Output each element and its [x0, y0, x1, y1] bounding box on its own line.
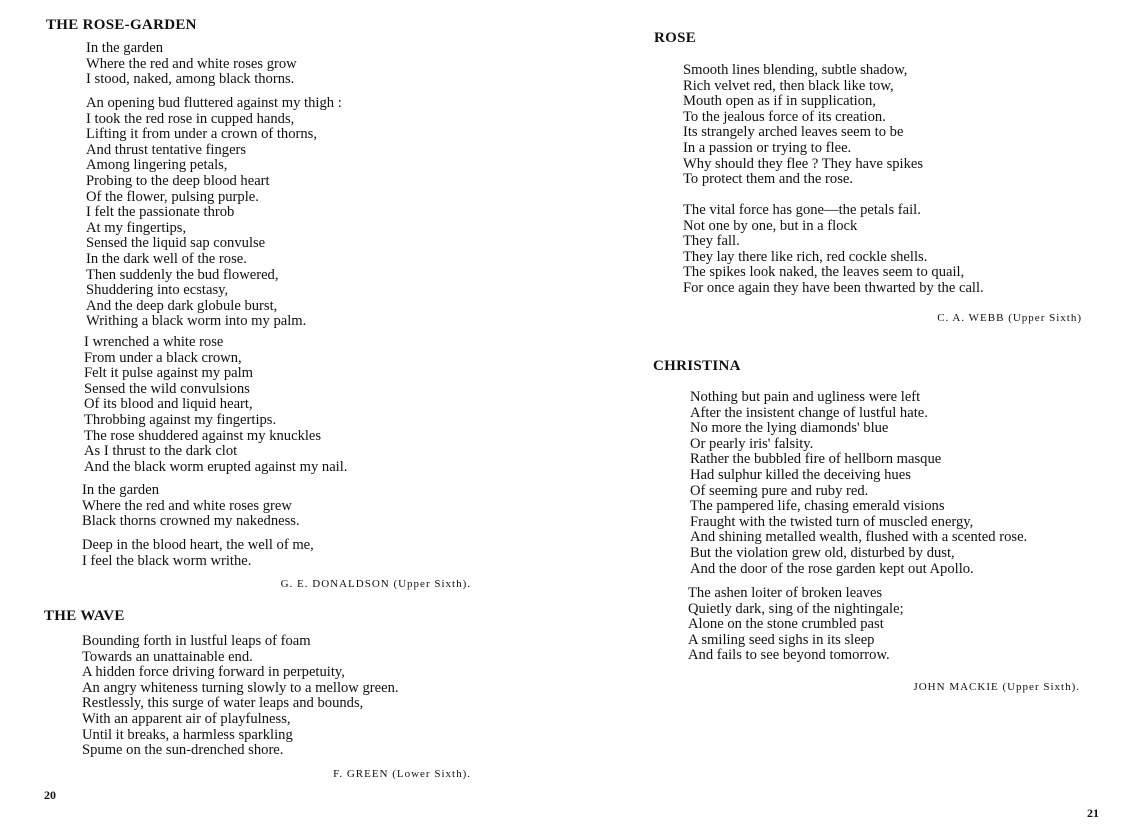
poem-line: A smiling seed sighs in its sleep	[688, 631, 875, 648]
page-number: 21	[1087, 806, 1099, 820]
author-credit: F. GREEN (Lower Sixth).	[333, 768, 471, 780]
poem-line: Throbbing against my fingertips.	[84, 411, 277, 428]
poem-line: Spume on the sun-drenched shore.	[82, 742, 284, 759]
poem-line: Until it breaks, a harmless sparkling	[82, 726, 293, 743]
poem-line: The vital force has gone—the petals fail.	[683, 202, 921, 218]
poem-line: And fails to see beyond tomorrow.	[688, 647, 890, 664]
stanza	[688, 586, 904, 664]
poem-line: Probing to the deep blood heart	[86, 172, 270, 189]
stanza	[82, 483, 300, 530]
poem-line: In the garden	[82, 482, 159, 498]
poem-line: From under a black crown,	[84, 349, 242, 366]
poem-line: No more the lying diamonds' blue	[690, 420, 889, 437]
poem-line: The rose shuddered against my knuckles	[84, 427, 322, 444]
poem-line: To the jealous force of its creation.	[683, 108, 886, 125]
poem-line: Where the red and white roses grew	[82, 497, 292, 514]
stanza	[82, 634, 399, 759]
poem-title-christina: CHRISTINA	[653, 358, 741, 374]
poem-line: And the black worm erupted against my nail.	[84, 458, 348, 475]
poem-line: They lay there like rich, red cockle shells.	[683, 248, 928, 265]
poem-line: Deep in the blood heart, the well of me,	[82, 537, 314, 553]
poem-line: Its strangely arched leaves seem to be	[683, 124, 904, 141]
poem-line: Why should they flee ? They have spikes	[683, 155, 924, 172]
poem-line: Of its blood and liquid heart,	[84, 396, 253, 413]
poem-line: And the door of the rose garden kept out Apollo.	[690, 560, 974, 577]
author-credit: JOHN MACKIE (Upper Sixth).	[913, 681, 1080, 693]
poem-line: In the garden	[86, 40, 163, 56]
poem-line: But the violation grew old, disturbed by dust,	[690, 544, 955, 561]
poem-line: Shuddering into ecstasy,	[86, 282, 229, 299]
stanza	[690, 390, 1027, 577]
poem-line: Of the flower, pulsing purple.	[86, 188, 259, 205]
poem-line: Alone on the stone crumbled past	[688, 616, 884, 633]
poem-line: Where the red and white roses grow	[86, 55, 297, 72]
poem-line: At my fingertips,	[86, 219, 187, 236]
poem-line: Then suddenly the bud flowered,	[86, 266, 279, 283]
poem-line: A hidden force driving forward in perpetuity,	[82, 664, 345, 681]
stanza	[84, 335, 347, 475]
poem-line: Black thorns crowned my nakedness.	[82, 513, 300, 530]
poem-line: I took the red rose in cupped hands,	[86, 110, 295, 127]
poem-line: An angry whiteness turning slowly to a mellow green.	[82, 679, 399, 696]
poem-line: Not one by one, but in a flock	[683, 217, 858, 234]
poem-line: And shining metalled wealth, flushed with a scented rose.	[690, 529, 1028, 546]
stanza	[82, 538, 314, 569]
poem-line: Lifting it from under a crown of thorns,	[86, 126, 318, 143]
author-credit: G. E. DONALDSON (Upper Sixth).	[280, 578, 471, 590]
poem-line: Smooth lines blending, subtle shadow,	[683, 62, 908, 78]
poem-line: Towards an unattainable end.	[82, 648, 253, 665]
poem-line: The pampered life, chasing emerald visions	[690, 498, 945, 515]
poem-line: In the dark well of the rose.	[86, 250, 247, 267]
poem-title-rose-garden: THE ROSE-GARDEN	[46, 17, 197, 33]
stanza	[683, 203, 984, 297]
poem-line: Had sulphur killed the deceiving hues	[690, 466, 911, 483]
stanza	[86, 96, 342, 330]
poem-line: And thrust tentative fingers	[86, 141, 247, 158]
poem-line: Fraught with the twisted turn of muscled energy,	[690, 513, 974, 530]
poem-line: Of seeming pure and ruby red.	[690, 482, 869, 499]
poem-line: An opening bud fluttered against my thigh :	[86, 95, 342, 111]
poem-line: Rather the bubbled fire of hellborn masque	[690, 451, 942, 468]
poem-line: Felt it pulse against my palm	[84, 365, 254, 382]
poem-line: Restlessly, this surge of water leaps and bounds,	[82, 695, 364, 712]
poem-line: Nothing but pain and ugliness were left	[690, 389, 921, 405]
poem-line: I feel the black worm writhe.	[82, 552, 252, 569]
poem-line: And the deep dark globule burst,	[86, 297, 278, 314]
poem-line: The ashen loiter of broken leaves	[688, 585, 883, 601]
poem-title-rose: ROSE	[654, 30, 697, 46]
poem-line: To protect them and the rose.	[683, 171, 853, 188]
poem-line: In a passion or trying to flee.	[683, 139, 852, 156]
right-page	[565, 0, 1130, 840]
author-credit: C. A. WEBB (Upper Sixth)	[937, 312, 1082, 324]
poem-title-the-wave: THE WAVE	[44, 608, 125, 624]
poem-line: For once again they have been thwarted by the call.	[683, 279, 984, 296]
poem-line: Or pearly iris' falsity.	[690, 435, 814, 452]
page-number: 20	[44, 788, 56, 802]
poem-line: I stood, naked, among black thorns.	[86, 71, 295, 88]
poem-line: I felt the passionate throb	[86, 204, 235, 221]
poem-line: They fall.	[683, 233, 740, 250]
poem-line: The spikes look naked, the leaves seem to quail,	[683, 264, 965, 281]
poem-line: Quietly dark, sing of the nightingale;	[688, 600, 904, 617]
poem-line: Mouth open as if in supplication,	[683, 93, 876, 110]
poem-line: After the insistent change of lustful hate.	[690, 404, 928, 421]
poem-line: As I thrust to the dark clot	[84, 443, 238, 460]
poem-line: With an apparent air of playfulness,	[82, 710, 291, 727]
poem-line: Sensed the wild convulsions	[84, 380, 250, 397]
stanza	[86, 41, 297, 88]
poem-line: Writhing a black worm into my palm.	[86, 313, 307, 330]
poem-line: Rich velvet red, then black like tow,	[683, 77, 894, 94]
poem-line: Sensed the liquid sap convulse	[86, 235, 266, 252]
stanza	[683, 63, 923, 188]
poem-line: Bounding forth in lustful leaps of foam	[82, 633, 311, 649]
poem-line: I wrenched a white rose	[84, 334, 224, 350]
poem-line: Among lingering petals,	[86, 157, 228, 174]
